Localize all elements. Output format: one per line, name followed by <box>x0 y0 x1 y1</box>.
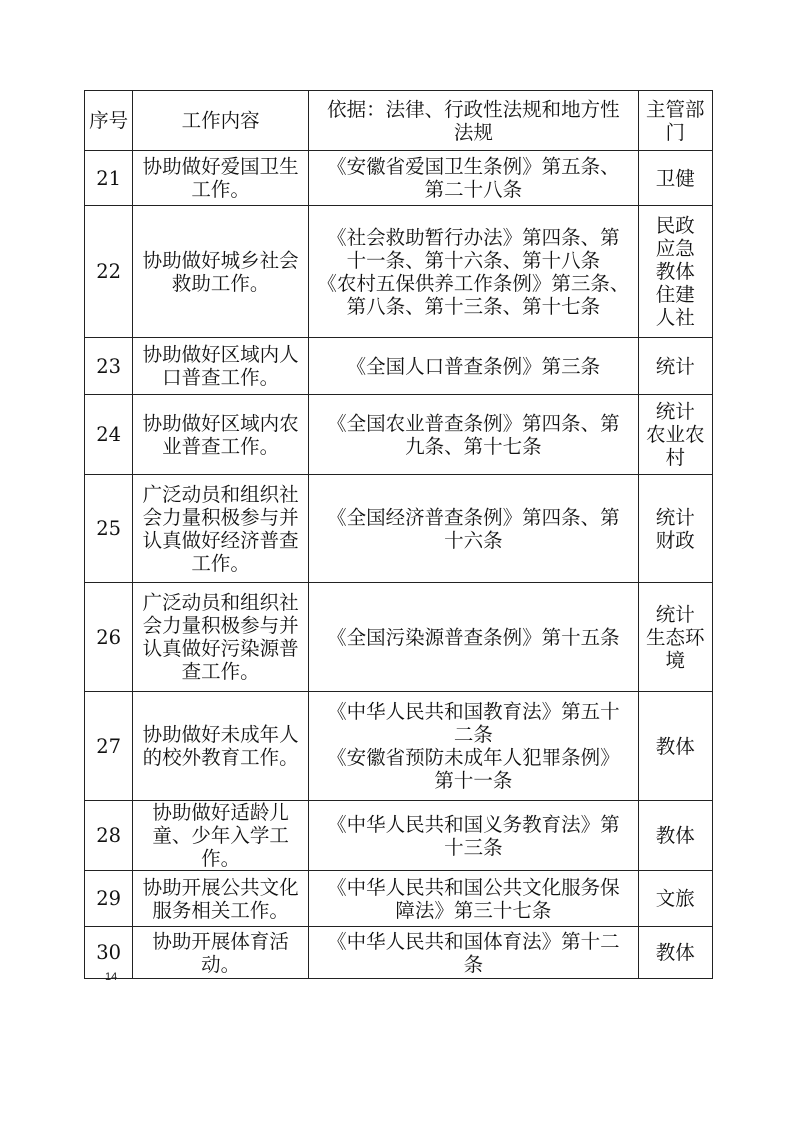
row-no: 25 <box>85 475 133 583</box>
row-work: 协助做好适龄儿 童、少年入学工作。 <box>133 801 309 871</box>
table-row <box>85 927 713 979</box>
row-work: 协助做好区域内农 业普查工作。 <box>133 395 309 475</box>
table-row <box>85 801 713 871</box>
row-no: 22 <box>85 206 133 338</box>
row-no: 21 <box>85 151 133 206</box>
row-no: 24 <box>85 395 133 475</box>
table-row <box>85 151 713 206</box>
row-dept: 卫健 <box>638 151 712 206</box>
row-no: 26 <box>85 583 133 692</box>
row-no: 28 <box>85 801 133 871</box>
row-work: 协助做好城乡社会 救助工作。 <box>133 206 309 338</box>
table-row <box>85 583 713 692</box>
header-work: 工作内容 <box>133 91 309 151</box>
responsibility-table <box>84 90 713 979</box>
row-no: 23 <box>85 338 133 395</box>
row-work: 协助开展公共文化 服务相关工作。 <box>133 871 309 927</box>
row-dept: 教体 <box>638 801 712 871</box>
row-dept: 统计 <box>638 338 712 395</box>
row-work: 协助开展体育活 动。 <box>133 927 309 979</box>
row-work: 广泛动员和组织社 会力量积极参与并 认真做好经济普查 工作。 <box>133 475 309 583</box>
table-row <box>85 338 713 395</box>
row-basis: 《全国人口普查条例》第三条 <box>309 338 639 395</box>
row-basis: 《全国农业普查条例》第四条、第 九条、第十七条 <box>309 395 639 475</box>
row-basis: 《中华人民共和国义务教育法》第 十三条 <box>309 801 639 871</box>
row-no: 30 <box>85 927 133 979</box>
table-row <box>85 692 713 801</box>
row-dept: 统计 生态环 境 <box>638 583 712 692</box>
row-basis: 《中华人民共和国体育法》第十二 条 <box>309 927 639 979</box>
row-dept: 民政 应急 教体 住建 人社 <box>638 206 712 338</box>
table-row <box>85 206 713 338</box>
row-work: 协助做好爱国卫生 工作。 <box>133 151 309 206</box>
row-basis: 《社会救助暂行办法》第四条、第 十一条、第十六条、第十八条 《农村五保供养工作条例》第三条、 第八条、第十三条、第十七条 <box>309 206 639 338</box>
page-number: 14 <box>105 971 118 983</box>
row-dept: 教体 <box>638 927 712 979</box>
row-dept: 教体 <box>638 692 712 801</box>
table-row <box>85 475 713 583</box>
row-basis: 《全国污染源普查条例》第十五条 <box>309 583 639 692</box>
table-row <box>85 871 713 927</box>
row-work: 协助做好区域内人 口普查工作。 <box>133 338 309 395</box>
row-dept: 统计 财政 <box>638 475 712 583</box>
table-header-row <box>85 91 713 151</box>
row-no: 29 <box>85 871 133 927</box>
row-no: 27 <box>85 692 133 801</box>
header-basis: 依据：法律、行政性法规和地方性 法规 <box>309 91 639 151</box>
row-dept: 文旅 <box>638 871 712 927</box>
header-no: 序号 <box>85 91 133 151</box>
row-basis: 《安徽省爱国卫生条例》第五条、 第二十八条 <box>309 151 639 206</box>
row-basis: 《全国经济普查条例》第四条、第 十六条 <box>309 475 639 583</box>
row-basis: 《中华人民共和国教育法》第五十 二条 《安徽省预防未成年人犯罪条例》 第十一条 <box>309 692 639 801</box>
table-row <box>85 395 713 475</box>
row-work: 协助做好未成年人 的校外教育工作。 <box>133 692 309 801</box>
row-dept: 统计 农业农 村 <box>638 395 712 475</box>
row-work: 广泛动员和组织社 会力量积极参与并 认真做好污染源普 查工作。 <box>133 583 309 692</box>
row-basis: 《中华人民共和国公共文化服务保 障法》第三十七条 <box>309 871 639 927</box>
header-dept: 主管部 门 <box>638 91 712 151</box>
